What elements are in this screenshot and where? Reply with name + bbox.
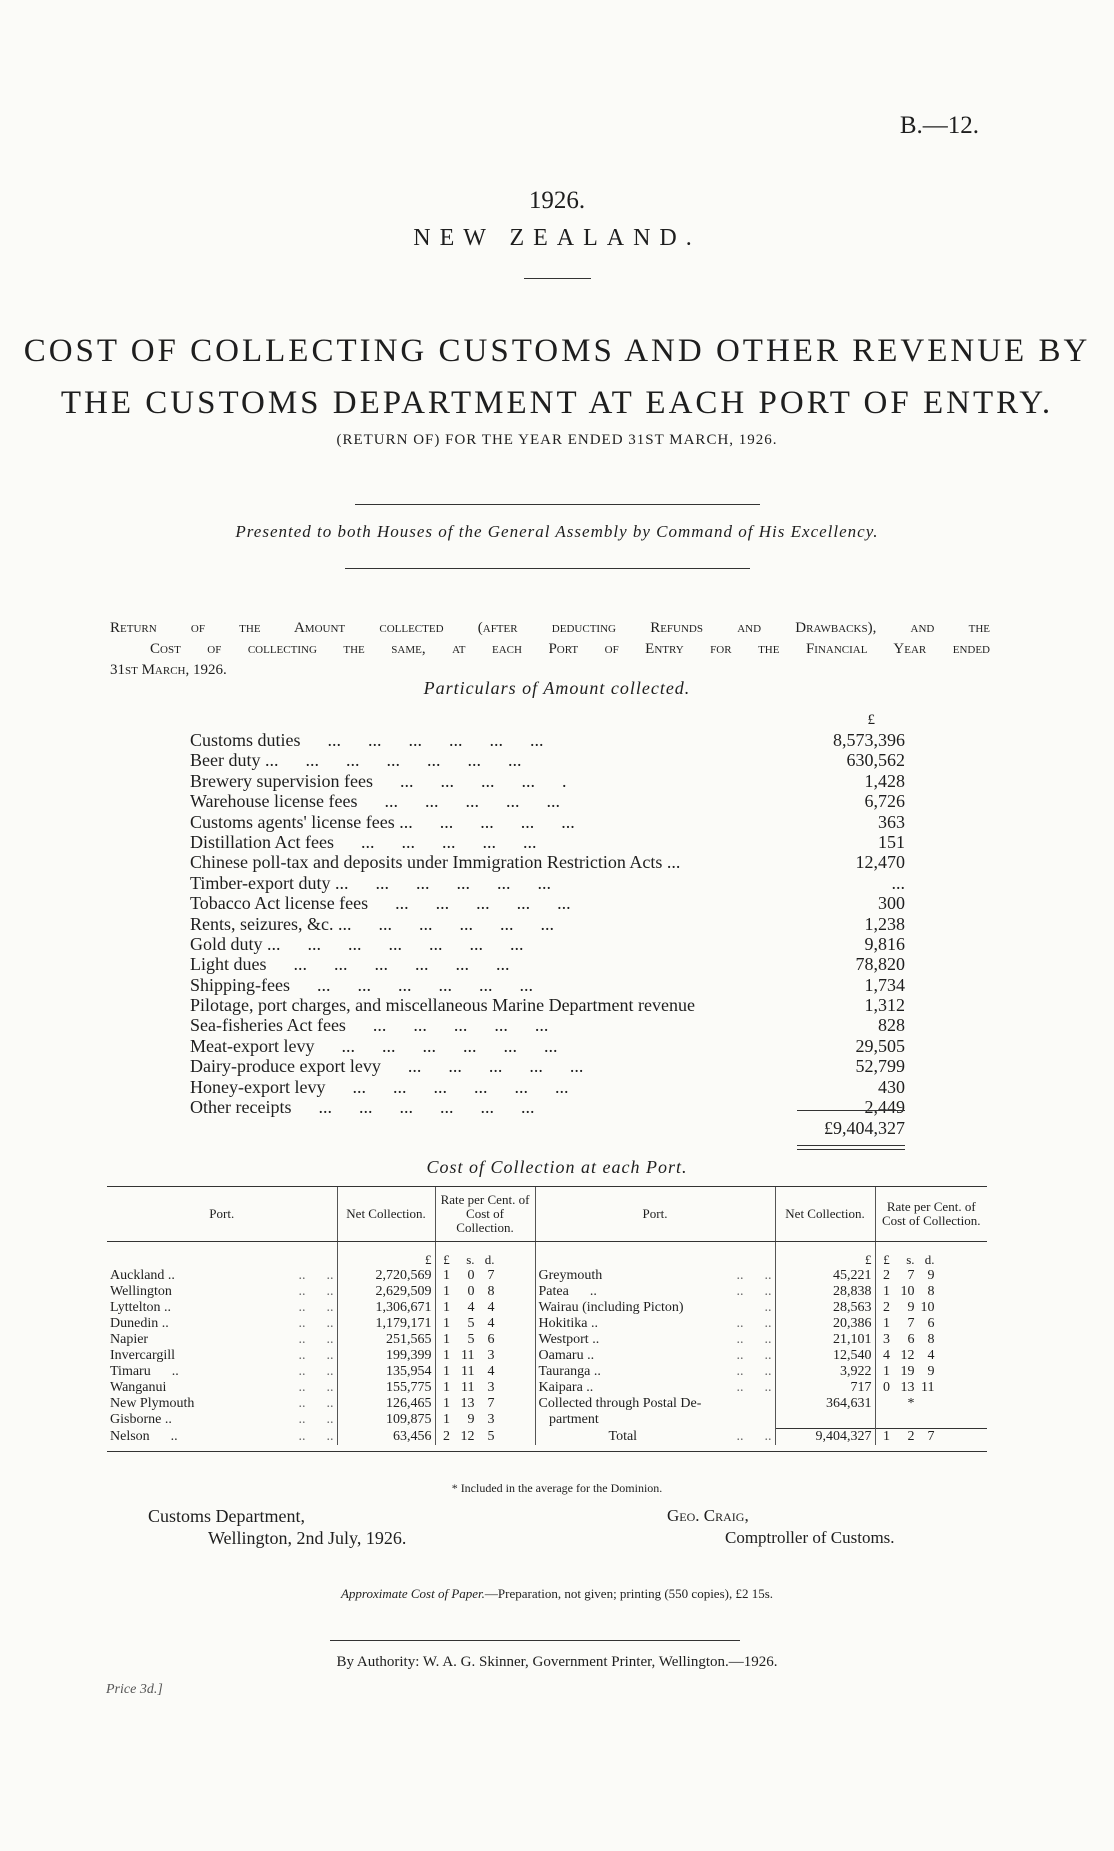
- particular-label: Shipping-fees ... ... ... ... ... ...: [190, 974, 533, 995]
- leader-dots: .. ..: [736, 1284, 772, 1299]
- rate-shillings: 10: [900, 1284, 915, 1299]
- net-collection: 717: [775, 1380, 875, 1396]
- rate-pence: 10: [920, 1300, 935, 1315]
- particular-amount: 9,816: [864, 933, 905, 954]
- leader-dots: .. ..: [298, 1332, 334, 1347]
- rate-shillings: 2: [907, 1429, 915, 1444]
- rate-pounds: 1: [883, 1284, 890, 1299]
- particular-label: Chinese poll-tax and deposits under Immigration Restriction Acts ...: [190, 852, 681, 873]
- particular-amount: 1,734: [864, 974, 905, 995]
- rate-shillings: 11: [461, 1380, 475, 1395]
- port-name: Auckland ..: [110, 1268, 175, 1283]
- leader-dots: .. ..: [298, 1284, 334, 1299]
- unit-pound: £: [443, 1252, 450, 1267]
- rate-pence: 3: [487, 1348, 495, 1363]
- leader-dots: .. ..: [736, 1348, 772, 1363]
- leader-dots: .. ..: [736, 1332, 772, 1347]
- particular-amount: 1,312: [864, 995, 905, 1016]
- divider: [355, 504, 760, 505]
- particular-label: Sea-fisheries Act fees ... ... ... ... ...: [190, 1015, 549, 1036]
- rate-pounds: 2: [883, 1268, 890, 1283]
- particular-label: Gold duty ... ... ... ... ... ... ...: [190, 933, 524, 954]
- net-collection: 109,875: [337, 1412, 435, 1429]
- subtitle: (RETURN OF) FOR THE YEAR ENDED 31ST MARCH, 1926.: [336, 432, 778, 448]
- document-year: 1926.: [528, 187, 586, 214]
- net-collection: 45,221: [775, 1268, 875, 1284]
- cost-heading: Cost of Collection at each Port.: [426, 1157, 688, 1177]
- rate-shillings: 7: [907, 1268, 915, 1283]
- port-name: Nelson ..: [110, 1428, 178, 1444]
- table-row: [107, 1284, 987, 1300]
- port-name: Patea ..: [538, 1284, 597, 1299]
- rate-pence: 3: [487, 1412, 495, 1427]
- country-heading: NEW ZEALAND.: [413, 225, 701, 251]
- price-note: Price 3d.]: [106, 1682, 163, 1697]
- port-name: Wairau (including Picton): [538, 1300, 684, 1315]
- net-collection: 28,838: [775, 1284, 875, 1300]
- net-collection: 63,456: [337, 1429, 435, 1446]
- net-collection: 1,179,171: [337, 1316, 435, 1332]
- intro-line: Return of the Amount collected (after deducting Refunds and Drawbacks), and the: [110, 620, 990, 636]
- rate-shillings: 13: [900, 1380, 915, 1395]
- port-name: Gisborne ..: [110, 1412, 172, 1427]
- rate-pence: 8: [927, 1332, 935, 1347]
- rate-pence: 9: [927, 1364, 935, 1379]
- port-name: Lyttelton ..: [110, 1300, 172, 1315]
- particular-amount: 300: [878, 893, 905, 914]
- leader-dots: .. ..: [736, 1428, 772, 1444]
- rate-pounds: 1: [443, 1332, 450, 1347]
- particular-label: Customs agents' license fees ... ... ... ... ...: [190, 811, 575, 832]
- particular-row: [190, 832, 905, 852]
- unit-pound: £: [883, 1252, 890, 1267]
- department-name: Customs Department,: [148, 1506, 305, 1526]
- particular-amount: 6,726: [864, 791, 905, 812]
- signatory-position: Comptroller of Customs.: [725, 1528, 895, 1547]
- particular-amount: 12,470: [855, 852, 905, 873]
- leader-dots: .. ..: [736, 1268, 772, 1283]
- unit-pence: d.: [484, 1252, 495, 1267]
- double-rule: [797, 1145, 905, 1146]
- rate-shillings: 0: [467, 1284, 475, 1299]
- rate-pounds: 1: [443, 1268, 450, 1283]
- divider: [524, 278, 591, 279]
- table-row: [107, 1268, 987, 1284]
- port-name: Collected through Postal De-: [538, 1396, 702, 1411]
- table-row: [107, 1396, 987, 1412]
- particular-amount: ...: [891, 872, 905, 893]
- rate-pounds: 2: [883, 1300, 890, 1315]
- header-rate: Rate per Cent. of Cost of Collection.: [875, 1187, 987, 1242]
- particular-amount: 1,238: [864, 913, 905, 934]
- particular-row: [190, 934, 905, 954]
- signatory-name: Geo. Craig,: [667, 1506, 749, 1525]
- particular-label: Honey-export levy ... ... ... ... ... ...: [190, 1076, 569, 1097]
- leader-dots: .. ..: [736, 1364, 772, 1379]
- particulars-list: [190, 712, 905, 1117]
- particular-label: Warehouse license fees ... ... ... ... ...: [190, 791, 560, 812]
- header-port: Port.: [107, 1187, 337, 1242]
- particular-amount: 1,428: [864, 770, 905, 791]
- rate-pounds: 3: [883, 1332, 890, 1347]
- particular-row: [190, 771, 905, 791]
- particular-row: [190, 750, 905, 770]
- rate-pounds: 1: [443, 1396, 450, 1411]
- port-name: Tauranga ..: [538, 1364, 601, 1379]
- divider: [345, 568, 750, 569]
- intro-paragraph: [110, 618, 990, 681]
- cost-of-collection-table: [107, 1186, 987, 1452]
- rate-shillings: 13: [460, 1396, 475, 1411]
- particular-row: [190, 1015, 905, 1035]
- unit-pound: £: [775, 1242, 875, 1269]
- rate-shillings: 0: [467, 1268, 475, 1283]
- particulars-heading: Particulars of Amount collected.: [423, 678, 691, 698]
- units-row: [107, 1242, 987, 1269]
- particular-label: Dairy-produce export levy ... ... ... ... ...: [190, 1056, 584, 1077]
- particular-amount: 2,449: [864, 1097, 905, 1118]
- rate-pounds: 1: [443, 1284, 450, 1299]
- particular-label: Brewery supervision fees ... ... ... ... .: [190, 770, 567, 791]
- rate-pounds: 1: [883, 1316, 890, 1331]
- document-reference: B.—12.: [899, 112, 979, 139]
- leader-dots: .. ..: [298, 1316, 334, 1331]
- rate-pence: 8: [487, 1284, 495, 1299]
- particular-label: Timber-export duty ... ... ... ... ... ...: [190, 872, 551, 893]
- particular-label: Rents, seizures, &c. ... ... ... ... ... ...: [190, 913, 554, 934]
- header-port: Port.: [535, 1187, 775, 1242]
- double-rule: [797, 1149, 905, 1150]
- rate-pence: 7: [487, 1268, 495, 1283]
- particular-amount: 8,573,396: [833, 730, 905, 750]
- net-collection: 21,101: [775, 1332, 875, 1348]
- rate-pounds: 1: [443, 1364, 450, 1379]
- port-name: partment: [538, 1412, 599, 1427]
- particular-amount: 78,820: [855, 954, 905, 975]
- particular-amount: 828: [878, 1015, 905, 1036]
- header-net-collection: Net Collection.: [775, 1187, 875, 1242]
- rate-pence: 7: [927, 1429, 935, 1444]
- port-name: Kaipara ..: [538, 1380, 594, 1395]
- leader-dots: .. ..: [736, 1380, 772, 1395]
- unit-shilling: s.: [906, 1252, 915, 1267]
- rate-pounds: 2: [443, 1428, 450, 1444]
- rate-pounds: 1: [443, 1316, 450, 1331]
- rate-pence: 4: [487, 1300, 495, 1315]
- particular-amount: 151: [878, 831, 905, 852]
- rate-pence: 4: [487, 1316, 495, 1331]
- particular-label: Distillation Act fees ... ... ... ... ...: [190, 831, 537, 852]
- leader-dots: .. ..: [298, 1268, 334, 1283]
- printer-authority: By Authority: W. A. G. Skinner, Government Printer, Wellington.—1926.: [336, 1654, 778, 1670]
- particular-row: [190, 730, 905, 750]
- particular-amount: 363: [878, 811, 905, 832]
- title-line-1: COST OF COLLECTING CUSTOMS AND OTHER REVENUE BY: [23, 333, 1091, 369]
- table-row: [107, 1412, 987, 1429]
- rate-shillings: 12: [900, 1348, 915, 1363]
- net-collection: 251,565: [337, 1332, 435, 1348]
- leader-dots: ..: [764, 1300, 772, 1315]
- header-net-collection: Net Collection.: [337, 1187, 435, 1242]
- port-name: Wanganui: [110, 1380, 167, 1395]
- net-collection: 135,954: [337, 1364, 435, 1380]
- rate-pence: 4: [487, 1364, 495, 1379]
- port-name: New Plymouth: [110, 1396, 195, 1411]
- table-row: [107, 1348, 987, 1364]
- rate-shillings: *: [907, 1396, 915, 1411]
- net-collection: 20,386: [775, 1316, 875, 1332]
- port-name: Total: [608, 1428, 638, 1444]
- unit-pound: £: [337, 1242, 435, 1269]
- leader-dots: .. ..: [298, 1364, 334, 1379]
- particular-amount: 29,505: [855, 1035, 905, 1056]
- table-row: [107, 1364, 987, 1380]
- net-collection: 2,720,569: [337, 1268, 435, 1284]
- rate-shillings: 19: [900, 1364, 915, 1379]
- cost-of-paper-text: —Preparation, not given; printing (550 copies), £2 15s.: [484, 1586, 774, 1601]
- table-row: [107, 1380, 987, 1396]
- particular-label: Other receipts ... ... ... ... ... ...: [190, 1097, 535, 1118]
- net-collection: 155,775: [337, 1380, 435, 1396]
- port-name: Greymouth: [538, 1268, 603, 1283]
- net-collection: 1,306,671: [337, 1300, 435, 1316]
- rate-shillings: 6: [907, 1332, 915, 1347]
- particular-label: Tobacco Act license fees ... ... ... ... ...: [190, 893, 571, 914]
- cost-of-paper-label: Approximate Cost of Paper.: [340, 1586, 485, 1601]
- particular-row: [190, 975, 905, 995]
- leader-dots: .. ..: [298, 1396, 334, 1411]
- leader-dots: .. ..: [298, 1348, 334, 1363]
- particular-row: [190, 1036, 905, 1056]
- sum-rule: [797, 1110, 905, 1111]
- port-name: Westport ..: [538, 1332, 600, 1347]
- port-name: Dunedin ..: [110, 1316, 169, 1331]
- port-name: Invercargill: [110, 1348, 176, 1363]
- rate-pence: 11: [921, 1380, 935, 1395]
- particular-row: [190, 812, 905, 832]
- net-collection: 12,540: [775, 1348, 875, 1364]
- net-collection: 364,631: [775, 1396, 875, 1412]
- net-collection: 9,404,327: [775, 1429, 875, 1446]
- total-amount: £9,404,327: [824, 1118, 905, 1138]
- table-row: [107, 1429, 987, 1446]
- particular-row: [190, 791, 905, 811]
- particular-amount: 430: [878, 1076, 905, 1097]
- particular-row: [190, 954, 905, 974]
- rate-pence: 4: [927, 1348, 935, 1363]
- rate-pounds: 1: [443, 1412, 450, 1427]
- net-collection: 2,629,509: [337, 1284, 435, 1300]
- particular-label: Light dues ... ... ... ... ... ...: [190, 954, 510, 975]
- leader-dots: .. ..: [298, 1300, 334, 1315]
- rate-pounds: 4: [883, 1348, 890, 1363]
- rate-shillings: 9: [907, 1300, 915, 1315]
- header-rate: Rate per Cent. of Cost of Collection.: [435, 1187, 535, 1242]
- rate-shillings: 5: [467, 1316, 475, 1331]
- particular-row: [190, 852, 905, 872]
- particular-label: Meat-export levy ... ... ... ... ... ...: [190, 1035, 558, 1056]
- particular-row: [190, 995, 905, 1015]
- rate-pounds: 1: [443, 1380, 450, 1395]
- rate-shillings: 4: [467, 1300, 475, 1315]
- rate-pence: 7: [487, 1396, 495, 1411]
- table-row: [107, 1300, 987, 1316]
- particular-label: Pilotage, port charges, and miscellaneous Marine Department revenue: [190, 995, 695, 1016]
- port-name: Napier: [110, 1332, 149, 1347]
- department-date: Wellington, 2nd July, 1926.: [208, 1528, 407, 1548]
- rate-pounds: 1: [443, 1300, 450, 1315]
- net-collection: 126,465: [337, 1396, 435, 1412]
- rate-pounds: 0: [883, 1380, 890, 1395]
- intro-line: Cost of collecting the same, at each Port of Entry for the Financial Year ended: [150, 641, 990, 657]
- table-row: [107, 1316, 987, 1332]
- cost-of-paper: [0, 1586, 1114, 1602]
- net-collection: 3,922: [775, 1364, 875, 1380]
- leader-dots: .. ..: [298, 1380, 334, 1395]
- rate-pence: 9: [927, 1268, 935, 1283]
- port-name: Wellington: [110, 1284, 172, 1299]
- leader-dots: .. ..: [298, 1412, 334, 1427]
- rate-pence: 3: [487, 1380, 495, 1395]
- divider: [330, 1640, 740, 1641]
- particular-label: Beer duty ... ... ... ... ... ... ...: [190, 750, 522, 771]
- footnote: * Included in the average for the Dominion.: [451, 1481, 663, 1495]
- leader-dots: .. ..: [298, 1428, 334, 1444]
- rate-shillings: 12: [460, 1428, 475, 1444]
- particular-label: Customs duties ... ... ... ... ... ...: [190, 730, 544, 750]
- currency-symbol: £: [867, 712, 875, 728]
- particular-row: [190, 1056, 905, 1076]
- rate-pounds: 1: [883, 1429, 890, 1444]
- rate-pence: 6: [487, 1332, 495, 1347]
- particular-row: [190, 914, 905, 934]
- leader-dots: .. ..: [736, 1316, 772, 1331]
- rate-pounds: 1: [883, 1364, 890, 1379]
- rate-shillings: 9: [467, 1412, 475, 1427]
- intro-line: 31st March, 1926.: [110, 662, 227, 678]
- net-collection: 199,399: [337, 1348, 435, 1364]
- table-row: [107, 1332, 987, 1348]
- particular-amount: 630,562: [846, 750, 905, 771]
- rate-pence: 5: [487, 1428, 495, 1444]
- particular-row: [190, 1097, 905, 1117]
- particular-row: [190, 873, 905, 893]
- rate-pounds: 1: [443, 1348, 450, 1363]
- unit-pence: d.: [924, 1252, 935, 1267]
- particular-amount: 52,799: [855, 1056, 905, 1077]
- unit-shilling: s.: [466, 1252, 475, 1267]
- port-name: Timaru ..: [110, 1364, 179, 1379]
- port-name: Hokitika ..: [538, 1316, 598, 1331]
- rate-pence: 6: [927, 1316, 935, 1331]
- particular-row: [190, 893, 905, 913]
- rate-shillings: 11: [461, 1348, 475, 1363]
- net-collection: [775, 1412, 875, 1429]
- rate-shillings: 7: [907, 1316, 915, 1331]
- particular-row: [190, 1077, 905, 1097]
- rate-shillings: 5: [467, 1332, 475, 1347]
- title-line-2: THE CUSTOMS DEPARTMENT AT EACH PORT OF ENTRY.: [60, 385, 1054, 421]
- net-collection: 28,563: [775, 1300, 875, 1316]
- presented-note: Presented to both Houses of the General Assembly by Command of His Excellency.: [235, 522, 879, 541]
- table-header-row: [107, 1187, 987, 1242]
- port-name: Oamaru ..: [538, 1348, 595, 1363]
- rate-shillings: 11: [461, 1364, 475, 1379]
- rate-pence: 8: [927, 1284, 935, 1299]
